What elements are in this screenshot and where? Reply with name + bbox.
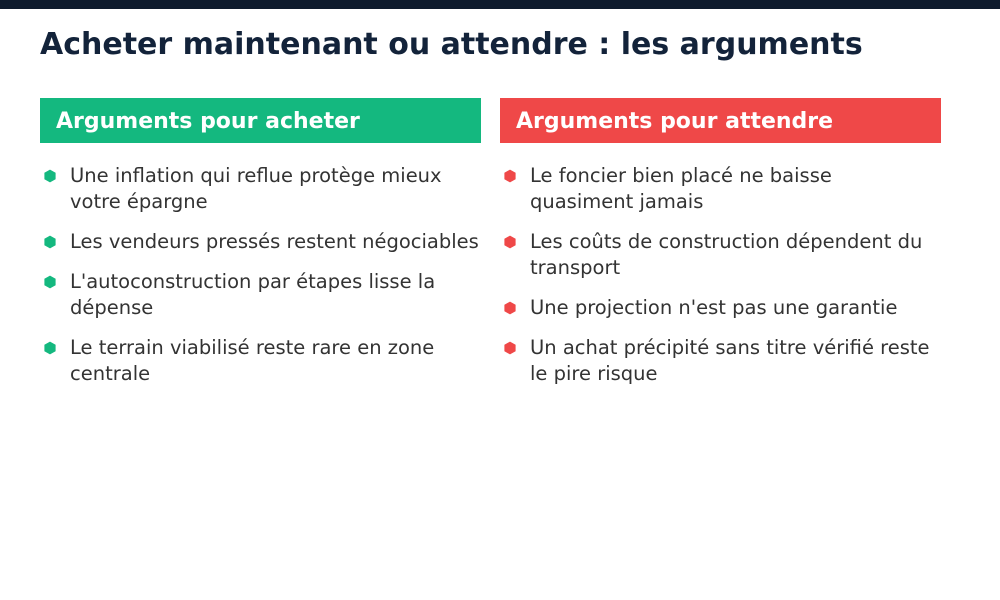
list-item <box>40 269 481 321</box>
hexagon-bullet-icon <box>43 169 57 183</box>
list-item <box>500 335 941 387</box>
list-item <box>500 295 941 321</box>
list-item-text: Le terrain viabilisé reste rare en zone centrale <box>70 336 435 385</box>
top-accent-bar <box>0 0 1000 9</box>
list-item-text: Une projection n'est pas une garantie <box>530 296 898 319</box>
list-item-text: Les coûts de construction dépendent du transport <box>530 230 923 279</box>
list-item-text: Le foncier bien placé ne baisse quasiment jamais <box>530 164 832 213</box>
hexagon-bullet-icon <box>503 341 517 355</box>
list-item-text: Les vendeurs pressés restent négociables <box>70 230 479 253</box>
list-item <box>500 163 941 215</box>
list-item <box>40 335 481 387</box>
hexagon-bullet-icon <box>503 235 517 249</box>
column-buy-header: Arguments pour acheter <box>40 98 481 143</box>
list-item-text: Une inflation qui reflue protège mieux votre épargne <box>70 164 442 213</box>
list-item <box>40 229 481 255</box>
column-buy <box>40 98 481 401</box>
list-item <box>40 163 481 215</box>
list-item-text: Un achat précipité sans titre vérifié reste le pire risque <box>530 336 930 385</box>
page-title: Acheter maintenant ou attendre : les arguments <box>40 27 863 62</box>
column-wait <box>500 98 941 401</box>
list-item <box>500 229 941 281</box>
column-wait-list <box>500 163 941 387</box>
hexagon-bullet-icon <box>503 169 517 183</box>
column-wait-header: Arguments pour attendre <box>500 98 941 143</box>
hexagon-bullet-icon <box>43 235 57 249</box>
list-item-text: L'autoconstruction par étapes lisse la dépense <box>70 270 436 319</box>
column-buy-list <box>40 163 481 387</box>
hexagon-bullet-icon <box>43 341 57 355</box>
hexagon-bullet-icon <box>43 275 57 289</box>
hexagon-bullet-icon <box>503 301 517 315</box>
